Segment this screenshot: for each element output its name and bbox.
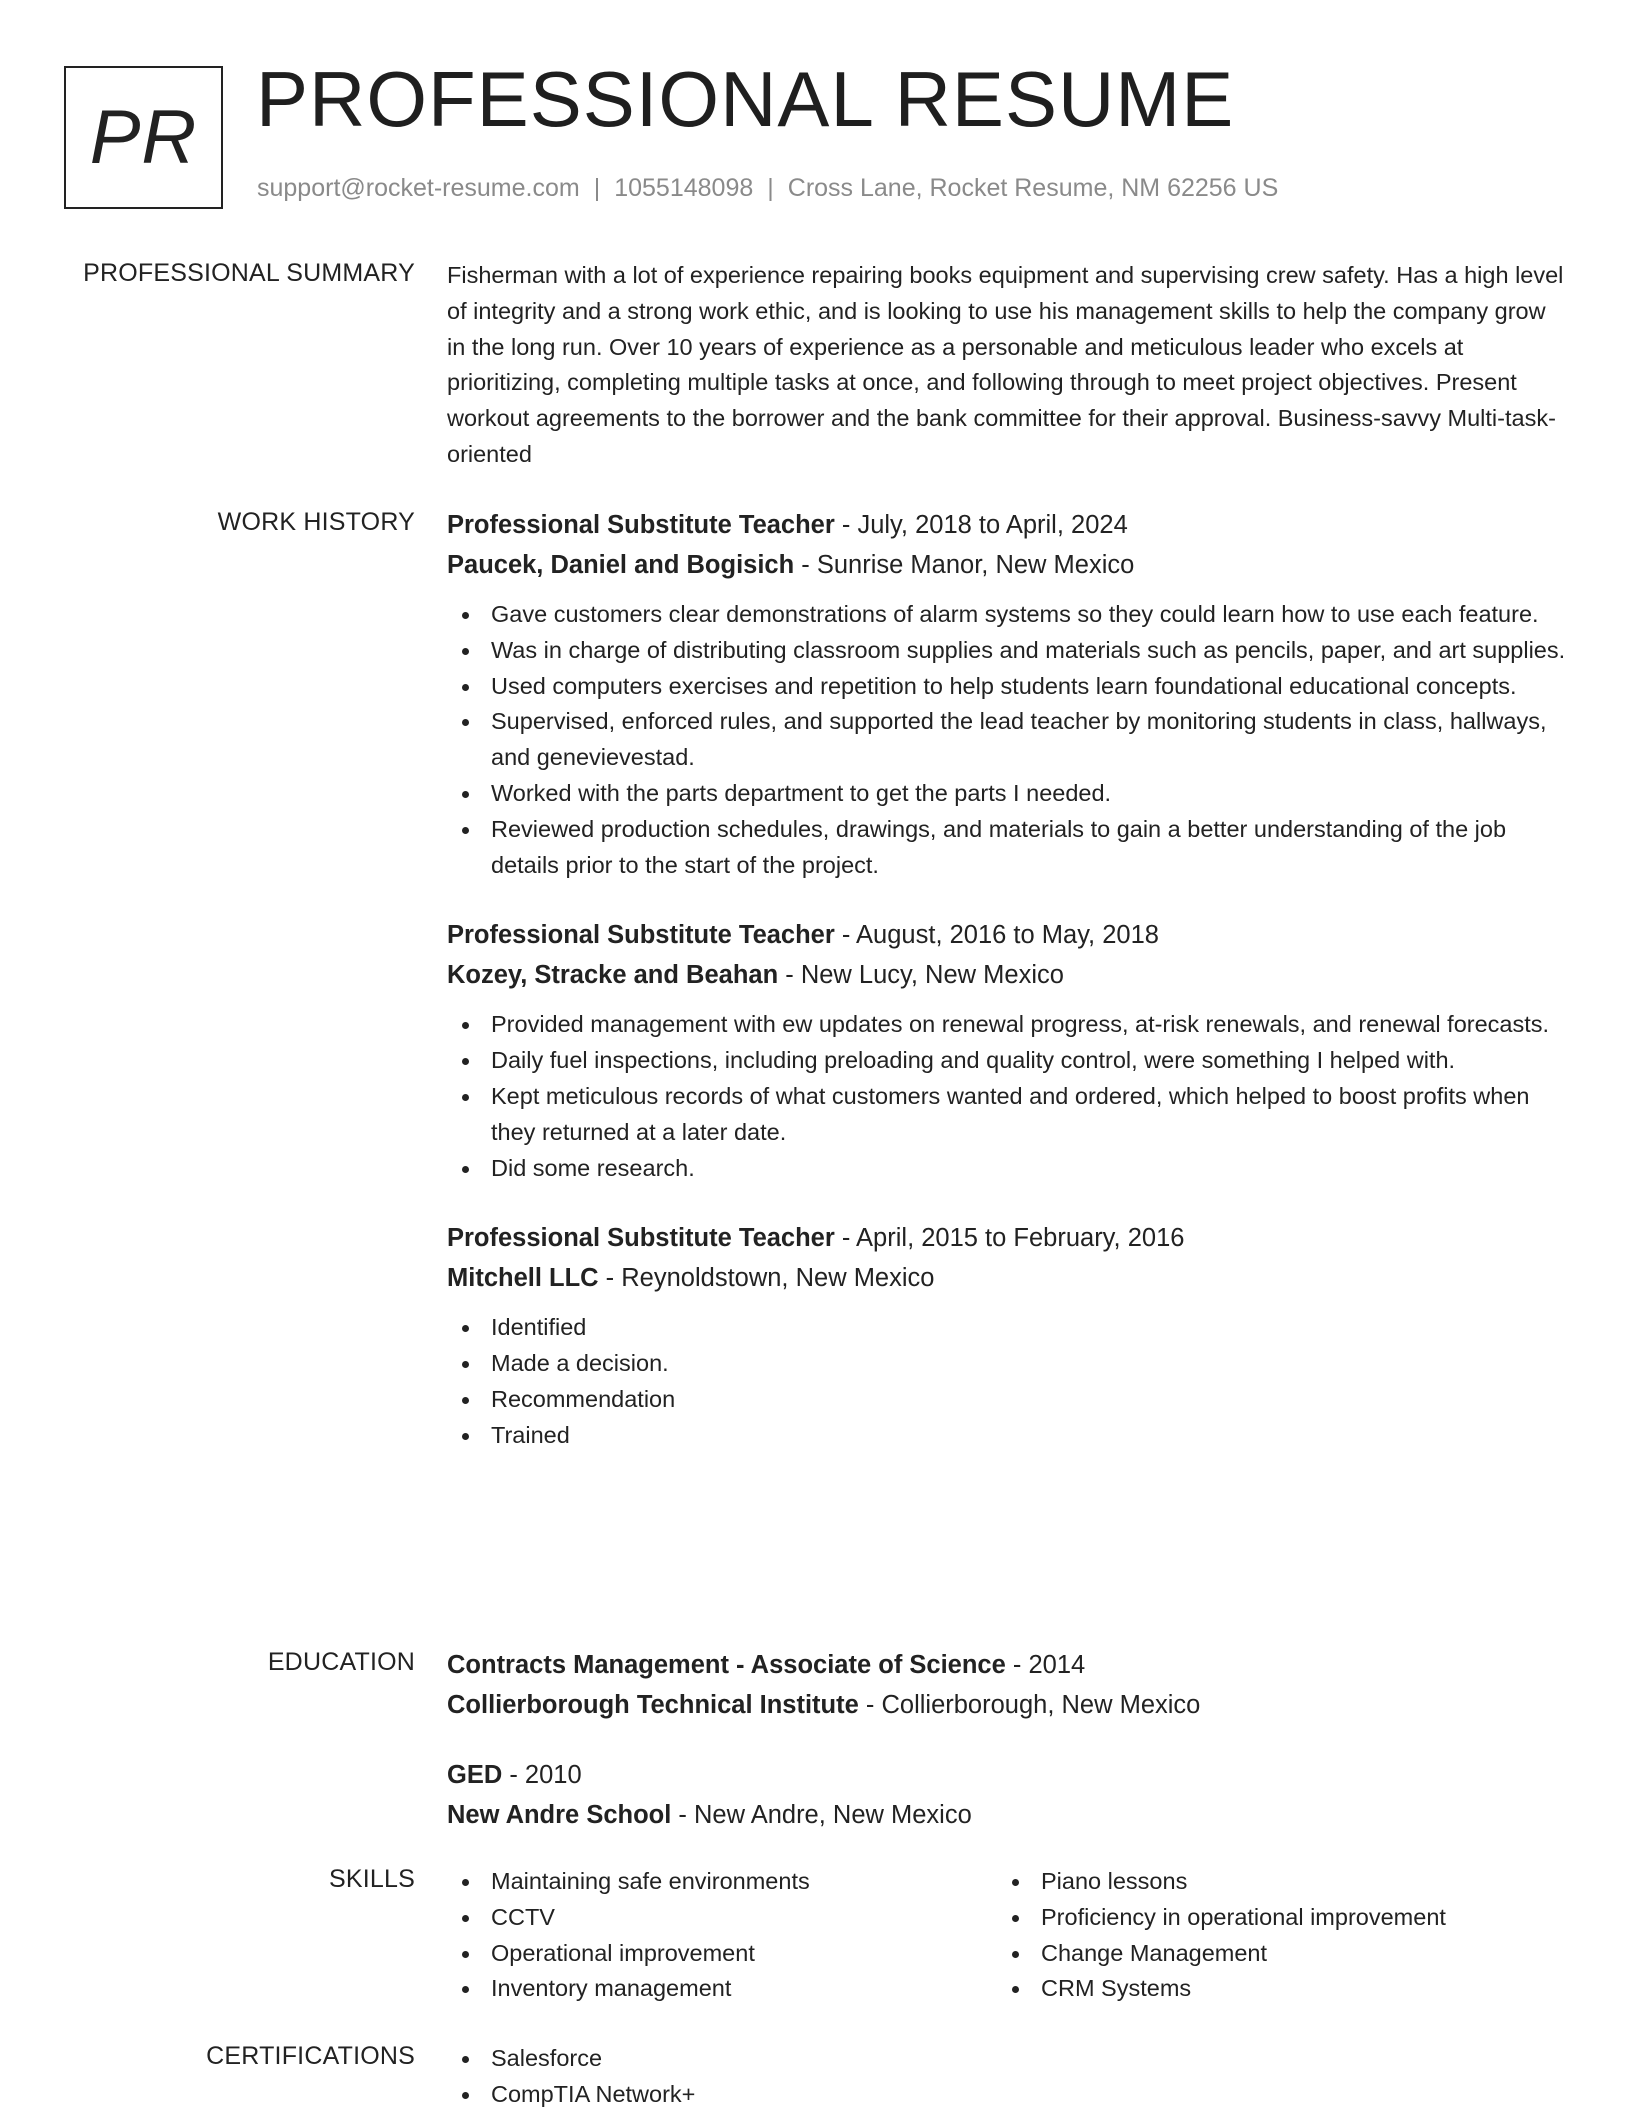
- list-item: Maintaining safe environments: [447, 1864, 997, 1900]
- list-item: Inventory management: [447, 1971, 997, 2007]
- school-line: [447, 1795, 1567, 1835]
- job-dates: - August, 2016 to May, 2018: [834, 921, 1159, 950]
- job-entry: [447, 915, 1567, 1186]
- list-item: Recommendation: [447, 1382, 1567, 1418]
- school-line: [447, 1685, 1567, 1725]
- list-item: Did some research.: [447, 1151, 1567, 1187]
- school-location: - New Andre, New Mexico: [671, 1801, 972, 1829]
- job-title: Professional Substitute Teacher: [447, 1224, 835, 1253]
- contact-email: support@rocket-resume.com: [257, 174, 580, 202]
- list-item: Operational improvement: [447, 1936, 997, 1972]
- summary-text: Fisherman with a lot of experience repairing books equipment and supervising crew safety. Has a high level of integrity and a strong work ethic, and is looking to use his management skills to help the company grow in the long run. Over 10 years of experience as a personable and meticulous leader who excels at prioritizing, completing multiple tasks at once, and following through to meet project objectives. Present workout agreements to the borrower and the bank committee for their approval. Business-savvy Multi-task-oriented: [447, 262, 1564, 467]
- list-item: Change Management: [997, 1936, 1547, 1972]
- list-item: Used computers exercises and repetition to help students learn foundational educational concepts.: [447, 669, 1567, 705]
- list-item: Reviewed production schedules, drawings, and materials to gain a better understanding of the job details prior to the start of the project.: [447, 812, 1567, 884]
- section-label-summary: PROFESSIONAL SUMMARY: [83, 259, 415, 287]
- list-item: Identified: [447, 1310, 1567, 1346]
- list-item: Kept meticulous records of what customers wanted and ordered, which helped to boost profits when they returned at a later date.: [447, 1079, 1567, 1151]
- job-company-line: [447, 545, 1567, 585]
- school-location: - Collierborough, New Mexico: [858, 1691, 1201, 1719]
- list-item: CompTIA Network+: [447, 2077, 1567, 2112]
- job-duties: [447, 1007, 1567, 1186]
- page-title: PROFESSIONAL RESUME: [256, 55, 1235, 143]
- education-list: [447, 1645, 1567, 1835]
- list-item: Trained: [447, 1418, 1567, 1454]
- degree: Contracts Management - Associate of Science: [447, 1651, 1006, 1679]
- job-company-line: [447, 1258, 1567, 1298]
- list-item: Worked with the parts department to get the parts I needed.: [447, 776, 1567, 812]
- list-item: Made a decision.: [447, 1346, 1567, 1382]
- job-company-line: [447, 955, 1567, 995]
- section-label-education: EDUCATION: [267, 1648, 415, 1676]
- skills-column-right: [997, 1864, 1547, 2007]
- degree-line: [447, 1645, 1567, 1685]
- degree-year: - 2010: [502, 1761, 582, 1789]
- degree: GED: [447, 1761, 503, 1789]
- list-item: Daily fuel inspections, including preloading and quality control, were something I helped with.: [447, 1043, 1567, 1079]
- list-item: Was in charge of distributing classroom supplies and materials such as pencils, paper, and art supplies.: [447, 633, 1567, 669]
- job-location: - Reynoldstown, New Mexico: [598, 1264, 935, 1293]
- degree-year: - 2014: [1005, 1651, 1086, 1679]
- job-title: Professional Substitute Teacher: [447, 921, 835, 950]
- list-item: Proficiency in operational improvement: [997, 1900, 1547, 1936]
- list-item: Gave customers clear demonstrations of alarm systems so they could learn how to use each feature.: [447, 597, 1567, 633]
- degree-line: [447, 1755, 1567, 1795]
- certifications-list: [447, 2041, 1567, 2112]
- education-entry: [447, 1645, 1567, 1725]
- job-title-line: [447, 1218, 1567, 1258]
- job-duties: [447, 597, 1567, 883]
- job-title-line: [447, 915, 1567, 955]
- list-item: Salesforce: [447, 2041, 1567, 2077]
- job-company: Kozey, Stracke and Beahan: [447, 961, 779, 990]
- school: New Andre School: [447, 1801, 672, 1829]
- skills-column-left: [447, 1864, 997, 2007]
- monogram-logo: PR: [64, 66, 223, 209]
- list-item: Piano lessons: [997, 1864, 1547, 1900]
- contact-separator: |: [593, 174, 601, 202]
- job-dates: - July, 2018 to April, 2024: [834, 511, 1128, 539]
- job-title-line: [447, 505, 1567, 545]
- job-entry: [447, 505, 1567, 883]
- list-item: Supervised, enforced rules, and supported the lead teacher by monitoring students in class, hallways, and genevievestad.: [447, 704, 1567, 776]
- job-dates: - April, 2015 to February, 2016: [834, 1224, 1185, 1253]
- contact-phone: 1055148098: [614, 174, 754, 202]
- contact-line: [257, 174, 1278, 203]
- certifications-items: [447, 2041, 1567, 2112]
- job-location: - New Lucy, New Mexico: [778, 961, 1064, 990]
- section-label-certifications: CERTIFICATIONS: [206, 2042, 415, 2070]
- section-label-skills: SKILLS: [329, 1865, 415, 1893]
- contact-address: Cross Lane, Rocket Resume, NM 62256 US: [787, 174, 1279, 202]
- list-item: CCTV: [447, 1900, 997, 1936]
- list-item: CRM Systems: [997, 1971, 1547, 2007]
- contact-separator: |: [767, 174, 774, 202]
- job-duties: [447, 1310, 1567, 1453]
- skills-list: [447, 1864, 1567, 2007]
- job-title: Professional Substitute Teacher: [447, 511, 835, 539]
- job-company: Paucek, Daniel and Bogisich: [447, 551, 795, 579]
- section-label-work-history: WORK HISTORY: [217, 508, 415, 536]
- job-location: - Sunrise Manor, New Mexico: [794, 551, 1135, 579]
- job-entry: [447, 1218, 1567, 1453]
- school: Collierborough Technical Institute: [447, 1691, 859, 1719]
- list-item: Provided management with ew updates on renewal progress, at-risk renewals, and renewal forecasts.: [447, 1007, 1567, 1043]
- education-entry: [447, 1755, 1567, 1835]
- job-company: Mitchell LLC: [447, 1264, 599, 1293]
- work-history-list: [447, 505, 1567, 1454]
